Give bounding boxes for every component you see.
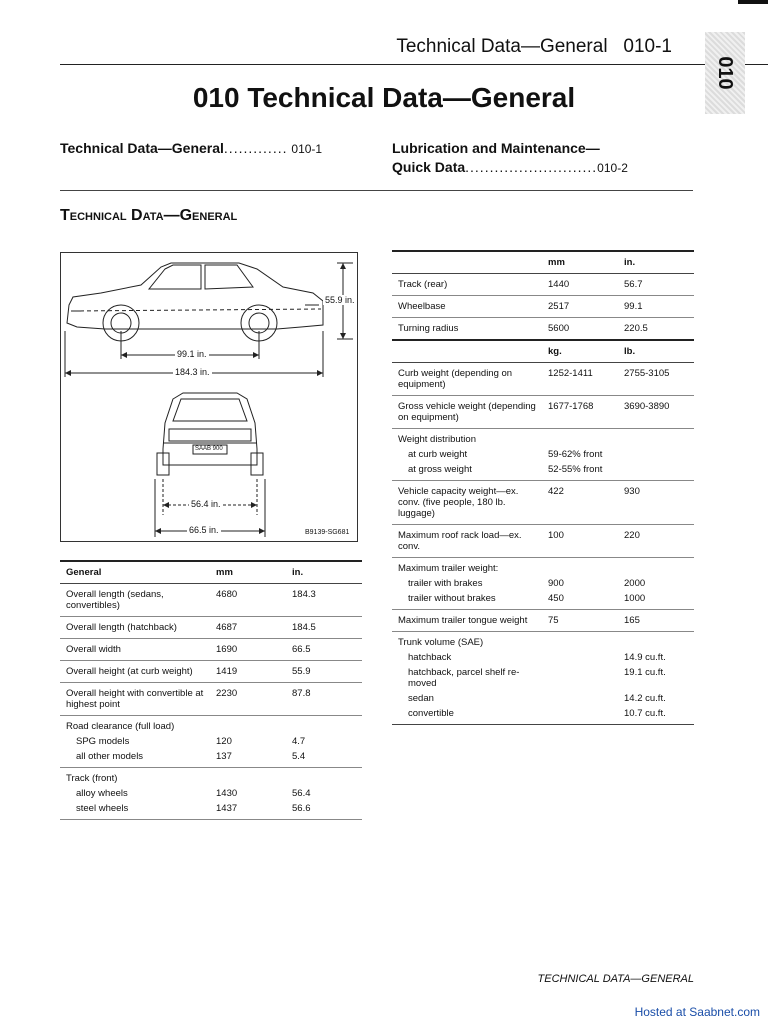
row-mm: 137	[210, 749, 286, 768]
row-label: Road clearance (full load)	[66, 721, 175, 732]
row-in: 55.9	[286, 661, 362, 683]
row-value-imperial: 10.7 cu.ft.	[618, 706, 694, 725]
table-row	[392, 462, 694, 481]
row-label: Maximum roof rack load—ex. conv.	[392, 525, 542, 558]
row-label: hatchback	[408, 652, 452, 663]
table-subheader	[392, 340, 542, 363]
header-rule	[60, 64, 768, 65]
page-title: 010 Technical Data—General	[192, 82, 576, 113]
row-value-imperial	[618, 429, 694, 448]
table-header: General	[60, 561, 210, 584]
row-value-imperial: 3690-3890	[618, 396, 694, 429]
table-row	[392, 576, 694, 591]
row-label: Gross vehicle weight (depending on equipment)	[392, 396, 542, 429]
row-value-metric: 900	[548, 578, 564, 589]
table-row	[392, 396, 694, 429]
toc-dots: ...........................	[465, 159, 598, 175]
row-label: Maximum trailer weight:	[398, 563, 499, 574]
row-value-imperial: 930	[618, 481, 694, 525]
row-value-metric	[542, 691, 618, 706]
row-label: sedan	[408, 693, 434, 704]
table-header: in.	[286, 561, 362, 584]
row-label: Overall width	[60, 639, 210, 661]
row-label: Curb weight (depending on equipment)	[392, 363, 542, 396]
running-title: Technical Data—General	[396, 36, 608, 57]
row-value-metric: 2517	[542, 296, 618, 318]
vehicle-dimensions-figure	[60, 252, 358, 542]
table-header-row	[60, 561, 362, 584]
row-in: 5.4	[286, 749, 362, 768]
row-label: Weight distribution	[398, 434, 476, 445]
track-dim	[163, 479, 257, 515]
row-label: Vehicle capacity weight—ex. conv. (five people, 180 lb. luggage)	[392, 481, 542, 525]
table-subheader-row	[392, 340, 694, 363]
toc-page: 010-2	[597, 161, 628, 175]
table-row	[60, 768, 362, 787]
row-value-imperial	[618, 632, 694, 651]
row-label: SPG models	[76, 736, 130, 747]
row-in: 184.3	[286, 584, 362, 617]
wheelbase-label: 99.1 in.	[177, 349, 207, 359]
figure-reference: B9139-SG681	[305, 529, 350, 536]
row-value-metric: 75	[542, 610, 618, 632]
length-label: 184.3 in.	[175, 367, 210, 377]
table-row	[60, 734, 362, 749]
row-value-imperial: 19.1 cu.ft.	[624, 667, 666, 678]
row-value-imperial: 14.2 cu.ft.	[624, 693, 666, 704]
specifications-table	[392, 250, 694, 725]
header-page-number: 010-1	[623, 36, 672, 57]
row-value-imperial: 220	[618, 525, 694, 558]
row-value-metric: 59-62% front	[548, 449, 603, 460]
row-value-imperial: 165	[618, 610, 694, 632]
table-row	[392, 591, 694, 610]
row-label: at curb weight	[408, 449, 468, 460]
row-mm: 120	[216, 736, 232, 747]
row-value-imperial	[618, 462, 694, 481]
row-label: hatchback, parcel shelf re-moved	[408, 667, 520, 689]
row-label: alloy wheels	[76, 788, 128, 799]
toc-page: 010-1	[291, 142, 323, 156]
car-body-line	[73, 309, 321, 311]
row-mm: 4687	[210, 617, 286, 639]
section-heading-dash: —	[163, 207, 180, 224]
row-value-imperial: 2000	[624, 578, 646, 589]
row-in	[286, 716, 362, 735]
table-row	[392, 691, 694, 706]
table-row	[392, 318, 694, 341]
section-tab-number: 010	[714, 56, 736, 90]
row-label: Overall length (sedans, convertibles)	[60, 584, 210, 617]
row-label: Overall length (hatchback)	[60, 617, 210, 639]
table-row	[392, 296, 694, 318]
row-value-imperial	[618, 558, 694, 577]
row-value-metric	[542, 429, 618, 448]
row-label: Track (rear)	[392, 274, 542, 296]
table-header: mm	[542, 251, 618, 274]
row-value-imperial: 1000	[618, 591, 694, 610]
row-value-metric: 1677-1768	[542, 396, 618, 429]
row-value-metric	[542, 706, 618, 725]
row-label: convertible	[392, 706, 542, 725]
table-header: in.	[618, 251, 694, 274]
row-in: 56.6	[286, 801, 362, 820]
row-value-metric: 1440	[542, 274, 618, 296]
row-value-imperial: 56.7	[618, 274, 694, 296]
section-heading	[60, 207, 237, 225]
row-value-metric	[542, 632, 618, 651]
table-row	[392, 610, 694, 632]
table-row	[60, 584, 362, 617]
row-mm: 1690	[210, 639, 286, 661]
toc-label-line1: Lubrication and Maintenance—	[392, 140, 600, 156]
toc-rule	[60, 190, 693, 191]
general-dimensions-table	[60, 560, 362, 820]
row-label: Wheelbase	[392, 296, 542, 318]
row-mm: 1437	[210, 801, 286, 820]
row-mm: 4680	[210, 584, 286, 617]
car-side-outline	[67, 263, 323, 329]
row-value-metric: 422	[542, 481, 618, 525]
track-label: 56.4 in.	[191, 499, 221, 509]
toc-entry-technical-data[interactable]	[60, 140, 322, 156]
table-row	[60, 661, 362, 683]
car-windows	[149, 265, 253, 289]
row-value-imperial: 99.1	[618, 296, 694, 318]
table-row	[60, 683, 362, 716]
row-mm	[210, 768, 286, 787]
hosted-at-link[interactable]: Hosted at Saabnet.com	[634, 1005, 760, 1019]
license-plate: SAAB 900	[195, 446, 223, 452]
table-subheader: kg.	[542, 340, 618, 363]
row-in: 56.4	[292, 788, 311, 799]
toc-label: Technical Data—General	[60, 140, 224, 156]
toc-dots: .............	[223, 140, 288, 156]
row-value-metric: 5600	[548, 323, 570, 334]
section-heading-part1: Technical Data	[60, 207, 164, 224]
row-label: steel wheels	[60, 801, 210, 820]
row-value-imperial: 2755-3105	[618, 363, 694, 396]
running-header	[396, 36, 672, 58]
row-in: 4.7	[292, 736, 306, 747]
width-label: 66.5 in.	[189, 525, 219, 535]
row-in: 66.5	[286, 639, 362, 661]
row-label: Overall height (at curb weight)	[60, 661, 210, 683]
row-label: trailer without brakes	[392, 591, 542, 610]
table-row	[392, 429, 694, 448]
row-mm: 1419	[210, 661, 286, 683]
table-row	[60, 639, 362, 661]
row-value-metric: 100	[542, 525, 618, 558]
table-row	[60, 786, 362, 801]
table-row	[392, 481, 694, 525]
table-subheader: lb.	[618, 340, 694, 363]
table-row	[392, 558, 694, 577]
table-row	[392, 363, 694, 396]
row-value-imperial: 220.5	[624, 323, 648, 334]
row-in: 87.8	[286, 683, 362, 716]
row-mm: 2230	[210, 683, 286, 716]
row-value-metric: 52-55% front	[542, 462, 618, 481]
row-value-metric	[542, 665, 618, 691]
table-row	[60, 801, 362, 820]
row-mm	[210, 716, 286, 735]
table-header: mm	[210, 561, 286, 584]
row-value-metric: 450	[542, 591, 618, 610]
table-row	[392, 525, 694, 558]
corner-mark	[738, 0, 768, 4]
table-header	[392, 251, 542, 274]
row-label: Turning radius	[398, 323, 459, 334]
table-row	[392, 650, 694, 665]
row-value-imperial	[618, 447, 694, 462]
table-row	[392, 706, 694, 725]
row-label: Maximum trailer tongue weight	[392, 610, 542, 632]
row-label: Trunk volume (SAE)	[398, 637, 484, 648]
table-row	[392, 632, 694, 651]
row-in: 184.5	[286, 617, 362, 639]
toc-entry-lubrication[interactable]	[392, 140, 628, 175]
table-row	[60, 716, 362, 735]
table-row	[392, 447, 694, 462]
row-value-metric	[542, 558, 618, 577]
toc-label-line2: Quick Data	[392, 159, 466, 175]
row-value-imperial: 14.9 cu.ft.	[624, 652, 666, 663]
table-header-row	[392, 251, 694, 274]
row-label: all other models	[60, 749, 210, 768]
row-label: at gross weight	[392, 462, 542, 481]
table-row	[60, 617, 362, 639]
row-value-metric	[542, 650, 618, 665]
table-row	[392, 665, 694, 691]
row-label: Overall height with convertible at highest point	[60, 683, 210, 716]
row-label: trailer with brakes	[408, 578, 483, 589]
page-footer: TECHNICAL DATA—GENERAL	[537, 973, 694, 985]
section-heading-part2: General	[179, 207, 238, 224]
height-label: 55.9 in.	[325, 295, 355, 305]
table-row	[60, 749, 362, 768]
row-label: Track (front)	[66, 773, 118, 784]
row-in	[286, 768, 362, 787]
table-row	[392, 274, 694, 296]
row-value-metric: 1252-1411	[542, 363, 618, 396]
row-mm: 1430	[216, 788, 238, 799]
